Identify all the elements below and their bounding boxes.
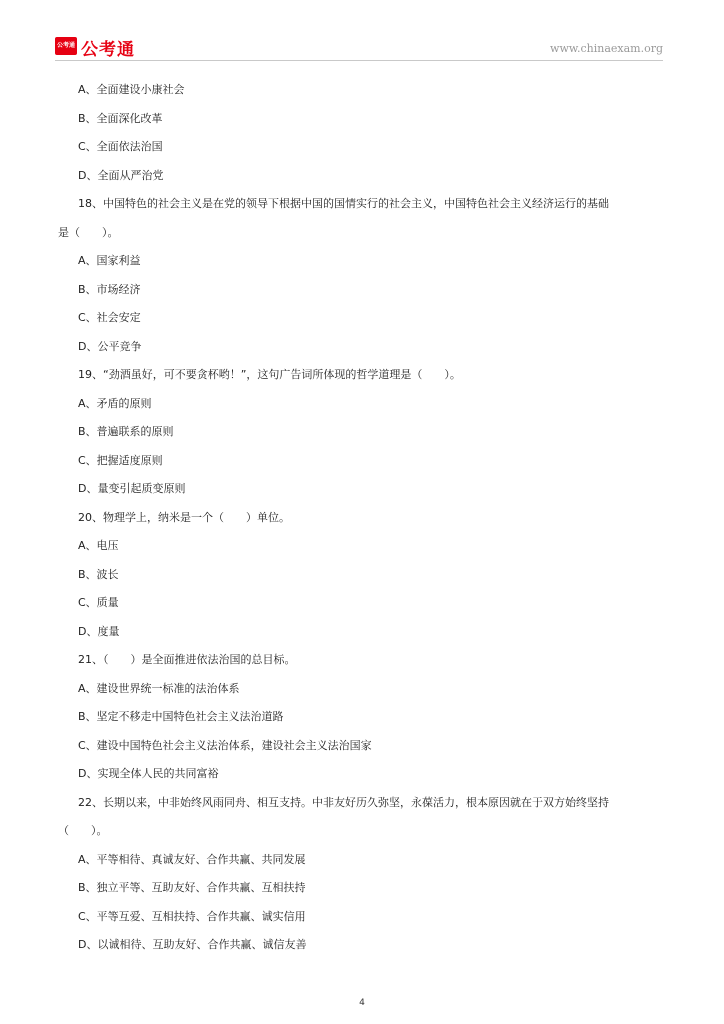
- logo-text: 公考通: [81, 40, 135, 60]
- text-line: D、实现全体人民的共同富裕: [78, 767, 219, 780]
- text-line: A、电压: [78, 539, 119, 552]
- text-line: A、平等相待、真诚友好、合作共赢、共同发展: [78, 852, 306, 866]
- text-line: C、平等互爱、互相扶持、合作共赢、诚实信用: [78, 909, 306, 923]
- text-line: A、全面建设小康社会: [78, 83, 185, 96]
- text-line: （ ）。: [58, 824, 108, 837]
- page-header: [55, 34, 663, 60]
- text-line: A、国家利益: [78, 254, 141, 267]
- page-number: 4: [359, 998, 365, 1008]
- text-line: C、全面依法治国: [78, 140, 163, 153]
- text-line: C、建设中国特色社会主义法治体系，建设社会主义法治国家: [78, 738, 372, 752]
- text-line: A、矛盾的原则: [78, 396, 152, 410]
- text-line: C、质量: [78, 596, 119, 609]
- text-line: D、公平竞争: [78, 339, 142, 353]
- text-line: D、以诚相待、互助友好、合作共赢、诚信友善: [78, 938, 307, 951]
- logo-icon: 公考通: [55, 37, 77, 55]
- text-line: B、独立平等、互助友好、合作共赢、互相扶持: [78, 881, 306, 894]
- text-line: 是（ ）。: [58, 225, 119, 239]
- text-line: B、坚定不移走中国特色社会主义法治道路: [78, 710, 284, 723]
- text-line: D、度量: [78, 624, 120, 638]
- text-line: 18、中国特色的社会主义是在党的领导下根据中国的国情实行的社会主义，中国特色社会主义经济运行的基础: [78, 197, 609, 210]
- text-line: C、社会安定: [78, 311, 141, 324]
- text-line: 21、（ ）是全面推进依法治国的总目标。: [78, 653, 296, 666]
- text-line: D、量变引起质变原则: [78, 482, 186, 495]
- site-url: www.chinaexam.org: [550, 42, 663, 55]
- text-line: 22、长期以来，中非始终风雨同舟、相互支持。中非友好历久弥坚，永葆活力，根本原因就在于双方始终坚持: [78, 795, 609, 809]
- text-line: B、全面深化改革: [78, 111, 163, 125]
- text-line: D、全面从严治党: [78, 168, 164, 182]
- question-content: [58, 76, 668, 960]
- text-line: 19、“劲酒虽好，可不要贪杯哟！”，这句广告词所体现的哲学道理是（ ）。: [78, 368, 461, 381]
- header-divider: [55, 60, 663, 61]
- text-line: B、普遍联系的原则: [78, 425, 174, 438]
- text-line: B、市场经济: [78, 282, 141, 296]
- text-line: B、波长: [78, 567, 119, 581]
- text-line: C、把握适度原则: [78, 453, 163, 467]
- text-line: 20、物理学上，纳米是一个（ ）单位。: [78, 510, 290, 524]
- text-line: A、建设世界统一标准的法治体系: [78, 681, 240, 695]
